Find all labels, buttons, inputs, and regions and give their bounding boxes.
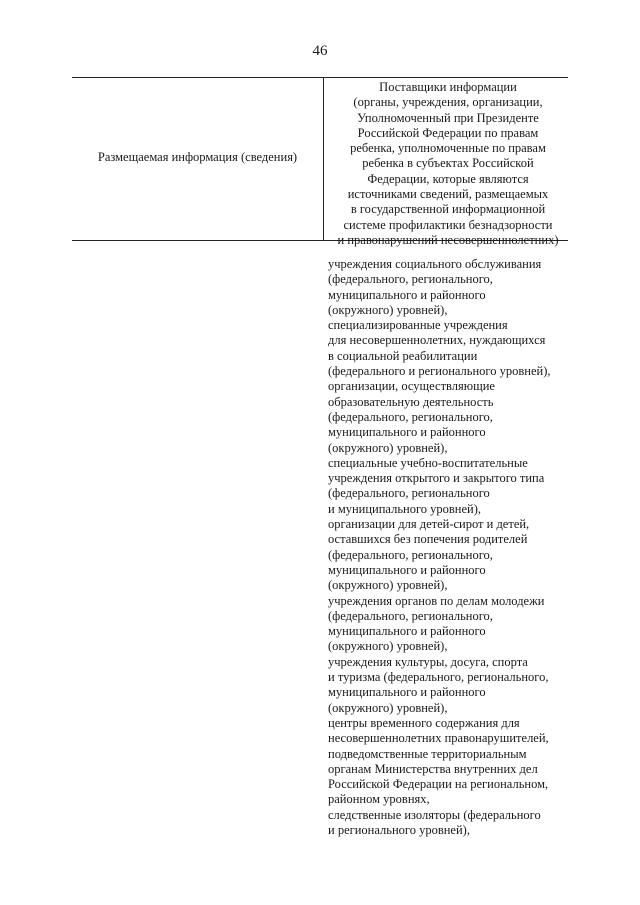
provider-list-line: организации, осуществляющие <box>328 379 495 394</box>
provider-list-line: и муниципального уровней), <box>328 501 482 516</box>
provider-list-line: учреждения открытого и закрытого типа <box>328 471 545 486</box>
provider-list-line: (федерального и регионального уровней), <box>328 364 551 379</box>
provider-list-line: (федерального, регионального, <box>328 409 493 424</box>
table-column-divider <box>323 77 324 241</box>
provider-list-line: подведомственные территориальным <box>328 746 527 761</box>
provider-list-line: органам Министерства внутренних дел <box>328 761 538 776</box>
page-number: 46 <box>312 43 328 59</box>
provider-list-line: организации для детей-сирот и детей, <box>328 517 530 532</box>
provider-list-line: муниципального и районного <box>328 685 486 700</box>
column-header-line: Уполномоченный при Президенте <box>357 110 539 125</box>
provider-list-line: центры временного содержания для <box>328 715 520 730</box>
provider-list-line: учреждения культуры, досуга, спорта <box>328 654 528 669</box>
provider-list-line: (окружного) уровней), <box>328 700 448 715</box>
provider-list-line: и туризма (федерального, регионального, <box>328 670 549 685</box>
provider-list-line: муниципального и районного <box>328 624 486 639</box>
provider-list-line: учреждения органов по делам молодежи <box>328 593 545 608</box>
information-providers-list <box>328 257 568 838</box>
provider-list-line: Российской Федерации на региональном, <box>328 777 549 792</box>
provider-list-line: образовательную деятельность <box>328 394 494 409</box>
provider-list-line: (федерального, регионального, <box>328 272 493 287</box>
provider-list-line: специальные учебно-воспитательные <box>328 455 528 470</box>
provider-list-line: (федерального, регионального <box>328 486 490 501</box>
column-header-line: системе профилактики безнадзорности <box>343 217 553 232</box>
provider-list-line: (окружного) уровней), <box>328 578 448 593</box>
column-header-line: и правонарушений несовершеннолетних) <box>337 232 559 247</box>
column-header-line: источниками сведений, размещаемых <box>347 187 549 202</box>
provider-list-line: оставшихся без попечения родителей <box>328 532 528 547</box>
provider-list-line: (окружного) уровней), <box>328 302 448 317</box>
provider-list-line: муниципального и районного <box>328 287 486 302</box>
column-header-line: Федерации, которые являются <box>367 171 529 186</box>
column-header-line: ребенка, уполномоченные по правам <box>350 141 546 156</box>
provider-list-line: районном уровнях, <box>328 792 430 807</box>
column-header-line: Поставщики информации <box>379 80 517 94</box>
provider-list-line: следственные изоляторы (федерального <box>328 807 541 822</box>
provider-list-line: (федерального, регионального, <box>328 547 493 562</box>
provider-list-line: несовершеннолетних правонарушителей, <box>328 731 549 746</box>
provider-list-line: специализированные учреждения <box>328 318 508 333</box>
column-header-information-providers <box>328 80 568 248</box>
column-header-line: ребенка в субъектах Российской <box>362 156 534 171</box>
provider-list-line: муниципального и районного <box>328 425 486 440</box>
column-header-placed-information: Размещаемая информация (сведения) <box>97 150 298 164</box>
provider-list-line: в социальной реабилитации <box>328 348 478 363</box>
provider-list-line: (федерального, регионального, <box>328 608 493 623</box>
provider-list-line: для несовершеннолетних, нуждающихся <box>328 333 546 348</box>
provider-list-line: муниципального и районного <box>328 562 486 577</box>
provider-list-line: и регионального уровней), <box>328 822 470 837</box>
table-top-border <box>72 77 568 78</box>
provider-list-line: (окружного) уровней), <box>328 440 448 455</box>
provider-list-line: (окружного) уровней), <box>328 639 448 654</box>
column-header-line: Российской Федерации по правам <box>357 125 539 140</box>
column-header-line: в государственной информационной <box>350 202 546 217</box>
column-header-line: (органы, учреждения, организации, <box>353 95 543 110</box>
provider-list-line: учреждения социального обслуживания <box>328 257 542 271</box>
